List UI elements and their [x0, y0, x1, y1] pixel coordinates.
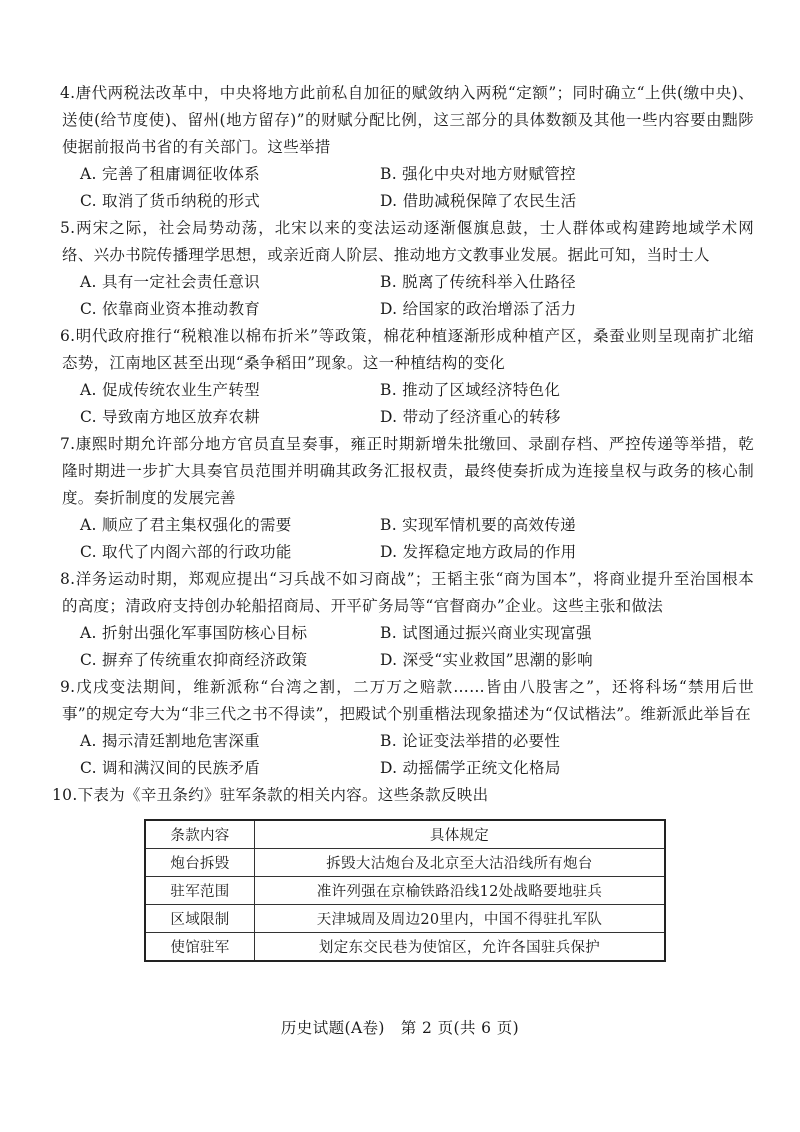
option-b: B. 强化中央对地方财赋管控	[380, 165, 576, 183]
question-stem	[62, 674, 754, 728]
question-stem	[62, 566, 754, 620]
option-d: D. 带动了经济重心的转移	[380, 408, 561, 426]
option-c: C. 取消了货币纳税的形式	[80, 192, 261, 210]
option-b: B. 论证变法举措的必要性	[380, 732, 561, 750]
option-a: A. 揭示清廷割地危害深重	[80, 732, 260, 750]
option-a: A. 折射出强化军事国防核心目标	[80, 624, 308, 642]
table-header-cell: 条款内容	[145, 820, 255, 849]
answer-options	[80, 728, 754, 782]
question-stem	[54, 782, 754, 809]
question-text: 洋务运动时期，郑观应提出“习兵战不如习商战”；王韬主张“商为国本”，将商业提升至治国根本的高度；清政府支持创办轮船招商局、开平矿务局等“官督商办”企业。这些主张和做法	[62, 570, 754, 615]
question-9	[62, 674, 754, 782]
question-7	[62, 431, 754, 566]
table-row	[145, 933, 665, 962]
table-row	[145, 877, 665, 905]
table-cell: 划定东交民巷为使馆区，允许各国驻兵保护	[255, 933, 666, 962]
table-header-row	[145, 820, 665, 849]
question-stem	[62, 323, 754, 377]
option-a: A. 顺应了君主集权强化的需要	[80, 516, 292, 534]
option-b: B. 脱离了传统科举入仕路径	[380, 273, 576, 291]
question-number: 7.	[60, 435, 76, 453]
table-cell: 区域限制	[145, 905, 255, 933]
question-number: 4.	[60, 84, 76, 102]
option-c: C. 依靠商业资本推动教育	[80, 300, 261, 318]
table-row	[145, 905, 665, 933]
table-cell: 拆毁大沽炮台及北京至大沽沿线所有炮台	[255, 849, 666, 877]
question-5	[62, 215, 754, 323]
option-a: A. 完善了租庸调征收体系	[80, 165, 260, 183]
option-d: D. 动摇儒学正统文化格局	[380, 759, 561, 777]
question-8	[62, 566, 754, 674]
answer-options	[80, 512, 754, 566]
question-number: 5.	[60, 219, 76, 237]
table-header-cell: 具体规定	[255, 820, 666, 849]
option-c: C. 调和满汉间的民族矛盾	[80, 759, 261, 777]
answer-options	[80, 269, 754, 323]
question-number: 9.	[60, 678, 76, 696]
question-10	[52, 782, 754, 962]
question-4	[62, 80, 754, 215]
treaty-clauses-table	[144, 819, 666, 962]
option-b: B. 推动了区域经济特色化	[380, 381, 561, 399]
option-d: D. 借助减税保障了农民生活	[380, 192, 577, 210]
table-cell: 驻军范围	[145, 877, 255, 905]
question-number: 10.	[52, 786, 78, 804]
table-cell: 炮台拆毁	[145, 849, 255, 877]
question-number: 6.	[60, 327, 76, 345]
question-stem	[62, 215, 754, 269]
answer-options	[80, 620, 754, 674]
option-d: D. 深受“实业救国”思潮的影响	[380, 651, 593, 669]
option-d: D. 发挥稳定地方政局的作用	[380, 543, 577, 561]
option-a: A. 促成传统农业生产转型	[80, 381, 260, 399]
question-6	[62, 323, 754, 431]
question-text: 唐代两税法改革中，中央将地方此前私自加征的赋敛纳入两税“定额”；同时确立“上供(缴中央)、送使(给节度使)、留州(地方留存)”的财赋分配比例，这三部分的具体数额及其他一些内容要由黜陟使据前报尚书省的有关部门。这些举措	[62, 84, 754, 156]
table-cell: 天津城周及周边20里内，中国不得驻扎军队	[255, 905, 666, 933]
answer-options	[80, 161, 754, 215]
table-cell: 使馆驻军	[145, 933, 255, 962]
page-footer: 历史试题(A卷) 第 2 页(共 6 页)	[280, 1019, 520, 1037]
question-stem	[62, 431, 754, 512]
question-number: 8.	[60, 570, 76, 588]
option-c: C. 导致南方地区放弃农耕	[80, 408, 261, 426]
answer-options	[80, 377, 754, 431]
option-b: B. 实现军情机要的高效传递	[380, 516, 576, 534]
table-row	[145, 849, 665, 877]
question-text: 戊戌变法期间，维新派称“台湾之割，二万万之赔款……皆由八股害之”，还将科场“禁用后世事”的规定夸大为“非三代之书不得读”，把殿试个别重楷法现象描述为“仅试楷法”。维新派此举旨在	[62, 678, 754, 723]
table-cell: 准许列强在京榆铁路沿线12处战略要地驻兵	[255, 877, 666, 905]
exam-page	[52, 80, 754, 962]
option-b: B. 试图通过振兴商业实现富强	[380, 624, 592, 642]
option-d: D. 给国家的政治增添了活力	[380, 300, 577, 318]
question-text: 明代政府推行“税粮准以棉布折米”等政策，棉花种植逐渐形成种植产区，桑蚕业则呈现南扩北缩态势，江南地区甚至出现“桑争稻田”现象。这一种植结构的变化	[62, 327, 754, 372]
option-c: C. 取代了内阁六部的行政功能	[80, 543, 292, 561]
question-text: 康熙时期允许部分地方官员直呈奏事，雍正时期新增朱批缴回、录副存档、严控传递等举措，乾隆时期进一步扩大具奏官员范围并明确其政务汇报权责，最终使奏折成为连接皇权与政务的核心制度。奏折制度的发展完善	[62, 435, 754, 507]
option-a: A. 具有一定社会责任意识	[80, 273, 260, 291]
question-text: 两宋之际，社会局势动荡，北宋以来的变法运动逐渐偃旗息鼓，士人群体或构建跨地域学术网络、兴办书院传播理学思想，或亲近商人阶层、推动地方文教事业发展。据此可知，当时士人	[62, 219, 754, 264]
option-c: C. 摒弃了传统重农抑商经济政策	[80, 651, 308, 669]
question-text: 下表为《辛丑条约》驻军条款的相关内容。这些条款反映出	[77, 786, 489, 804]
question-stem	[62, 80, 754, 161]
